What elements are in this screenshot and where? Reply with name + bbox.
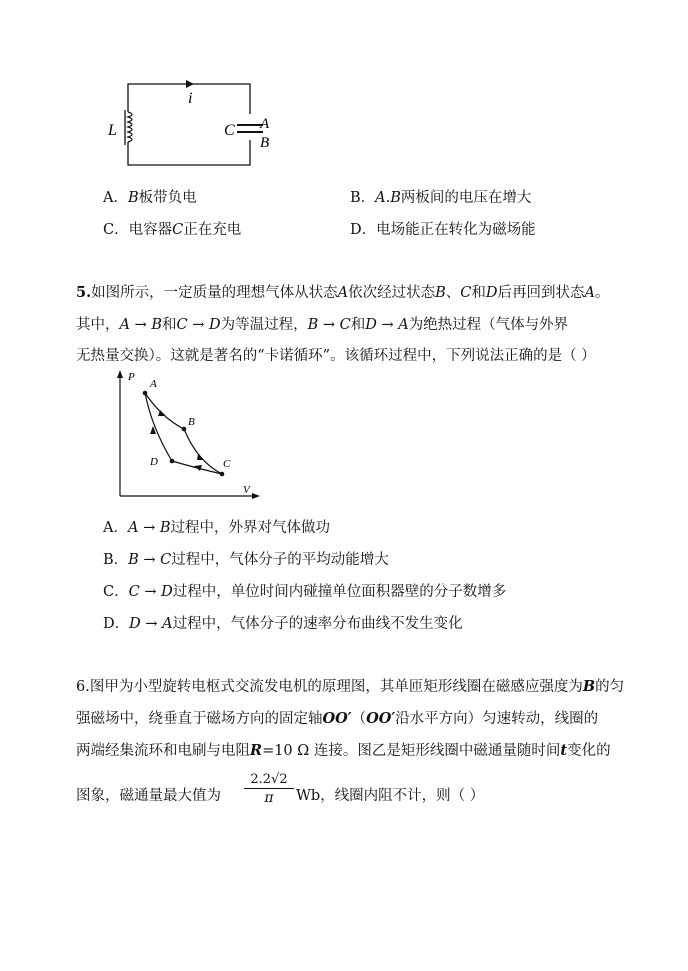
inductor-coil: [128, 112, 132, 142]
curve-d-a: [145, 393, 172, 461]
label-C: C: [223, 458, 231, 470]
curve-b-c: [184, 429, 222, 474]
q6-stem-line2: 强磁场中，绕垂直于磁场方向的固定轴OO′（OO′沿水平方向）匀速转动，线圈的: [76, 710, 599, 727]
arrow-bc-icon: [197, 454, 204, 460]
q5-stem-line3: 无热量交换）。这就是著名的“卡诺循环”。该循环过程中，下列说法正确的是（ ）: [76, 348, 596, 364]
label-A: A: [150, 378, 157, 390]
carnot-pv-graph: [110, 368, 270, 503]
v-axis-arrow-icon: [252, 493, 260, 499]
fraction-denominator: π: [264, 790, 274, 806]
current-arrow-icon: [186, 80, 194, 88]
q5-stem-line2: 其中，A → B和C → D为等温过程，B → C和D → A为绝热过程（气体与外界: [76, 317, 569, 333]
label-V: V: [243, 484, 250, 496]
point-c: [220, 472, 225, 477]
q5-stem-line1: 5.如图所示，一定质量的理想气体从状态A依次经过状态B、C和D后再回到状态A。: [76, 284, 610, 301]
label-L: L: [108, 122, 117, 139]
label-C: C: [224, 122, 235, 139]
q6-stem-line3: 两端经集流环和电刷与电阻R=10 Ω 连接。图乙是矩形线圈中磁通量随时间t变化的: [76, 742, 611, 759]
label-plate-B: B: [260, 135, 270, 151]
label-plate-A: A: [260, 116, 270, 132]
fraction-numerator: 2.2√2: [244, 772, 294, 789]
q5-option-c[interactable]: C．C → D过程中，单位时间内碰撞单位面积器壁的分子数增多: [103, 584, 507, 600]
point-a: [143, 391, 148, 396]
q4-option-d[interactable]: D．电场能正在转化为磁场能: [350, 222, 536, 238]
q6-stem-line4-b: Wb，线圈内阻不计，则（ ）: [296, 788, 485, 804]
lc-circuit-diagram: [100, 70, 300, 180]
label-D: D: [150, 456, 158, 468]
q4-option-a[interactable]: A．B板带负电: [103, 190, 197, 206]
label-i: i: [188, 90, 193, 107]
q6-stem-line4-a: 图象，磁通量最大值为: [76, 788, 221, 804]
q5-option-d[interactable]: D．D → A过程中，气体分子的速率分布曲线不发生变化: [103, 616, 463, 632]
q5-option-b[interactable]: B．B → C过程中，气体分子的平均动能增大: [103, 552, 389, 568]
p-axis-arrow-icon: [117, 370, 123, 378]
q4-option-b[interactable]: B．A.B两板间的电压在增大: [350, 190, 532, 206]
flux-max-fraction: [244, 772, 294, 807]
point-d: [170, 459, 175, 464]
q4-option-c[interactable]: C．电容器C正在充电: [103, 222, 242, 238]
label-P: P: [128, 371, 135, 383]
q6-stem-line1: 6.图甲为小型旋转电枢式交流发电机的原理图，其单匝矩形线圈在磁感应强度为B的匀: [76, 678, 625, 695]
label-B: B: [188, 416, 195, 428]
q5-option-a[interactable]: A．A → B过程中，外界对气体做功: [103, 520, 330, 536]
curve-a-b: [145, 393, 184, 429]
point-b: [182, 427, 187, 432]
